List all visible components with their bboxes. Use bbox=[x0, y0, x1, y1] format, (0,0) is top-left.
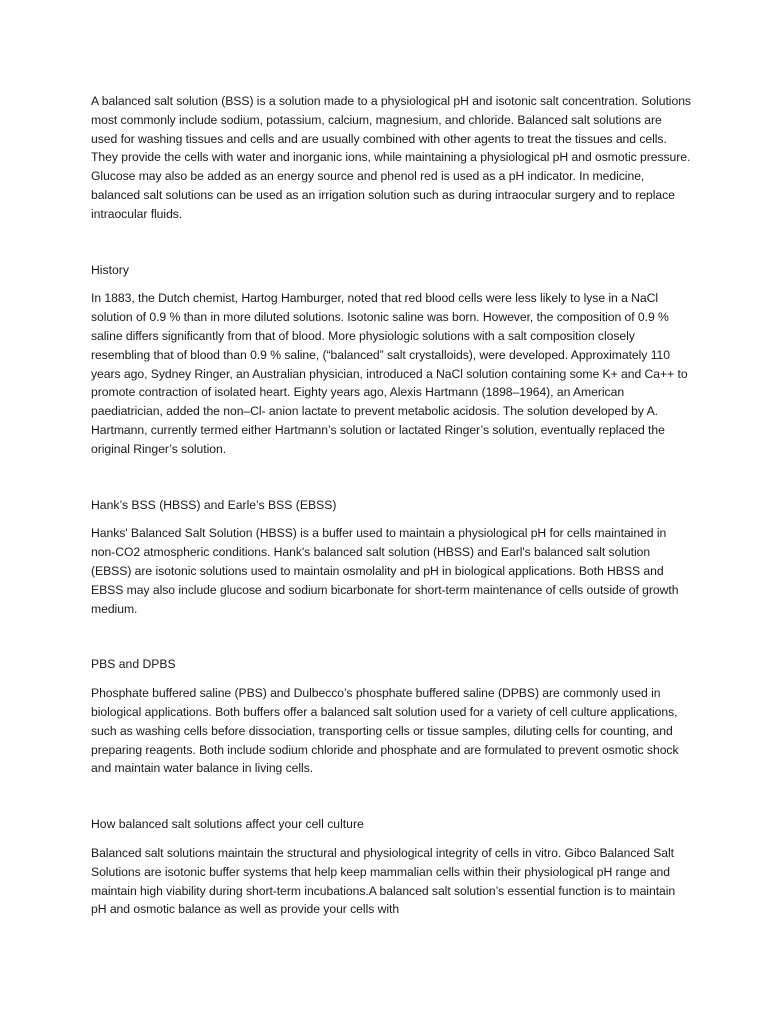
section-body-hbss-ebss: Hanks' Balanced Salt Solution (HBSS) is a buffer used to maintain a physiological pH for cells maintained in non-CO2 atmospheric conditions. Hank's balanced salt solution (HBSS) and Earl's balanced salt solution (EBSS) are isotonic solutions used to maintain osmolality and pH in biological applications. Both HBSS and EBSS may also include glucose and sodium bicarbonate for short-term maintenance of cells outside of growth medium. bbox=[91, 526, 679, 616]
section-heading-hbss-ebss: Hank’s BSS (HBSS) and Earle’s BSS (EBSS) bbox=[91, 497, 337, 512]
section-body-history: In 1883, the Dutch chemist, Hartog Hamburger, noted that red blood cells were less likely to lyse in a NaCl solution of 0.9 % than in more diluted solutions. Isotonic saline was born. However, the composition of 0.9 % saline differs significantly from that of blood. More physiologic solutions with a salt composition closely resembling that of blood than 0.9 % saline, (“balanced” salt crystalloids), were developed. Approximately 110 years ago, Sydney Ringer, an Australian physician, introduced a NaCl solution containing some K+ and Ca++ to promote contraction of isolated heart. Eighty years ago, Alexis Hartmann (1898–1964), an American paediatrician, added the non–Cl- anion lactate to prevent metabolic acidosis. The solution developed by A. Hartmann, currently termed either Hartmann’s solution or lactated Ringer’s solution, eventually replaced the original Ringer’s solution. bbox=[91, 291, 688, 456]
section-body-cell-culture: Balanced salt solutions maintain the structural and physiological integrity of cells in vitro. Gibco Balanced Salt Solutions are isotonic buffer systems that help keep mammalian cells within their physiological pH range and maintain high viability during short-term incubations.A balanced salt solution’s essential function is to maintain pH and osmotic balance as well as provide your cells with bbox=[91, 845, 676, 917]
intro-paragraph: A balanced salt solution (BSS) is a solution made to a physiological pH and isotonic salt concentration. Solutions most commonly include sodium, potassium, calcium, magnesium, and chloride. Balanced salt solutions are used for washing tissues and cells and are usually combined with other agents to treat the tissues and cells. They provide the cells with water and inorganic ions, while maintaining a physiological pH and osmotic pressure. Glucose may also be added as an energy source and phenol red is used as a pH indicator. In medicine, balanced salt solutions can be used as an irrigation solution such as during intraocular surgery and to replace intraocular fluids. bbox=[91, 94, 691, 221]
section-heading-cell-culture: How balanced salt solutions affect your cell culture bbox=[91, 817, 364, 832]
section-heading-history: History bbox=[91, 262, 129, 277]
document-page bbox=[91, 92, 691, 919]
section-heading-pbs-dpbs: PBS and DPBS bbox=[91, 657, 176, 672]
section-body-pbs-dpbs: Phosphate buffered saline (PBS) and Dulbecco’s phosphate buffered saline (DPBS) are commonly used in biological applications. Both buffers offer a balanced salt solution used for a variety of cell culture applications, such as washing cells before dissociation, transporting cells or tissue samples, diluting cells for counting, and preparing reagents. Both include sodium chloride and phosphate and are formulated to prevent osmotic shock and maintain water balance in living cells. bbox=[91, 686, 679, 776]
